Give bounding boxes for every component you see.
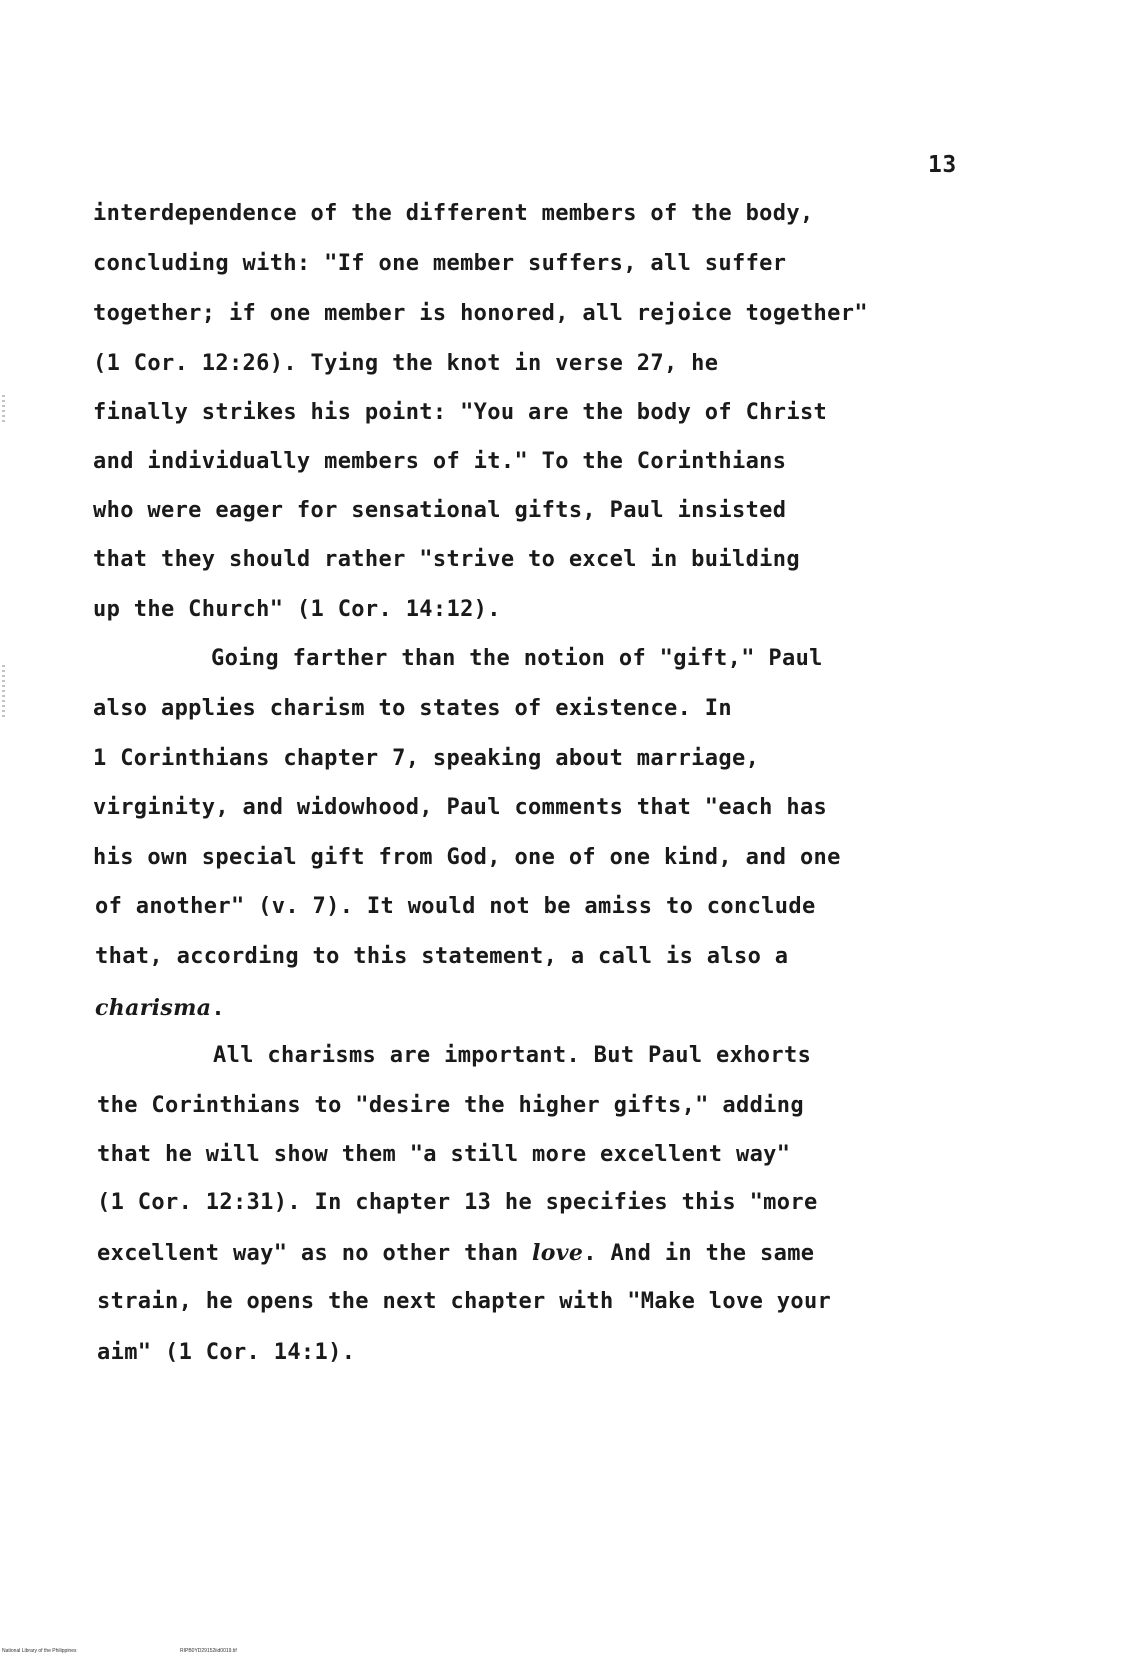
italic-term: charisma: [95, 995, 212, 1021]
text-line: of another" (v. 7). It would not be amiss to conclude: [95, 894, 816, 919]
punctuation: .: [211, 996, 225, 1021]
footer-library-name: National Library of the Philippines: [2, 1648, 77, 1654]
text-line: (1 Cor. 12:26). Tying the knot in verse 27, he: [93, 351, 719, 376]
text-line: up the Church" (1 Cor. 14:12).: [93, 597, 501, 622]
page-number: 13: [928, 152, 957, 178]
text-line: virginity, and widowhood, Paul comments that "each has: [93, 795, 828, 820]
text-line: aim" (1 Cor. 14:1).: [97, 1340, 356, 1365]
text-line: that they should rather "strive to excel in building: [93, 547, 800, 572]
text-line: 1 Corinthians chapter 7, speaking about marriage,: [93, 746, 760, 771]
text-line: his own special gift from God, one of one kind, and one: [93, 845, 841, 870]
paragraph-start-line: All charisms are important. But Paul exhorts: [213, 1043, 812, 1068]
text-segment: excellent way" as no other than: [97, 1241, 533, 1266]
text-line: [97, 1242, 814, 1265]
text-line: together; if one member is honored, all rejoice together": [93, 301, 868, 326]
text-line: and individually members of it." To the Corinthians: [93, 449, 787, 474]
text-segment: . And in the same: [583, 1241, 815, 1266]
text-line: the Corinthians to "desire the higher gifts," adding: [97, 1093, 804, 1118]
text-line: that he will show them "a still more excellent way": [97, 1142, 791, 1167]
scan-artifact: [2, 665, 5, 720]
text-line: strain, he opens the next chapter with "Make love your: [97, 1289, 832, 1314]
footer-file-id: RIPB0YD29152iid0019.tif: [180, 1648, 237, 1654]
italic-term: love: [532, 1240, 584, 1266]
text-line: finally strikes his point: "You are the body of Christ: [93, 400, 828, 425]
text-line: (1 Cor. 12:31). In chapter 13 he specifies this "more: [97, 1190, 818, 1215]
text-line: interdependence of the different members of the body,: [93, 201, 814, 226]
text-line: that, according to this statement, a call is also a: [95, 944, 789, 969]
text-line: who were eager for sensational gifts, Paul insisted: [93, 498, 787, 523]
text-line: concluding with: "If one member suffers, all suffer: [93, 251, 787, 276]
scan-artifact: [2, 395, 5, 425]
paragraph-start-line: Going farther than the notion of "gift," Paul: [211, 646, 823, 671]
text-line: also applies charism to states of existence. In: [93, 696, 732, 721]
text-line: [95, 997, 225, 1020]
